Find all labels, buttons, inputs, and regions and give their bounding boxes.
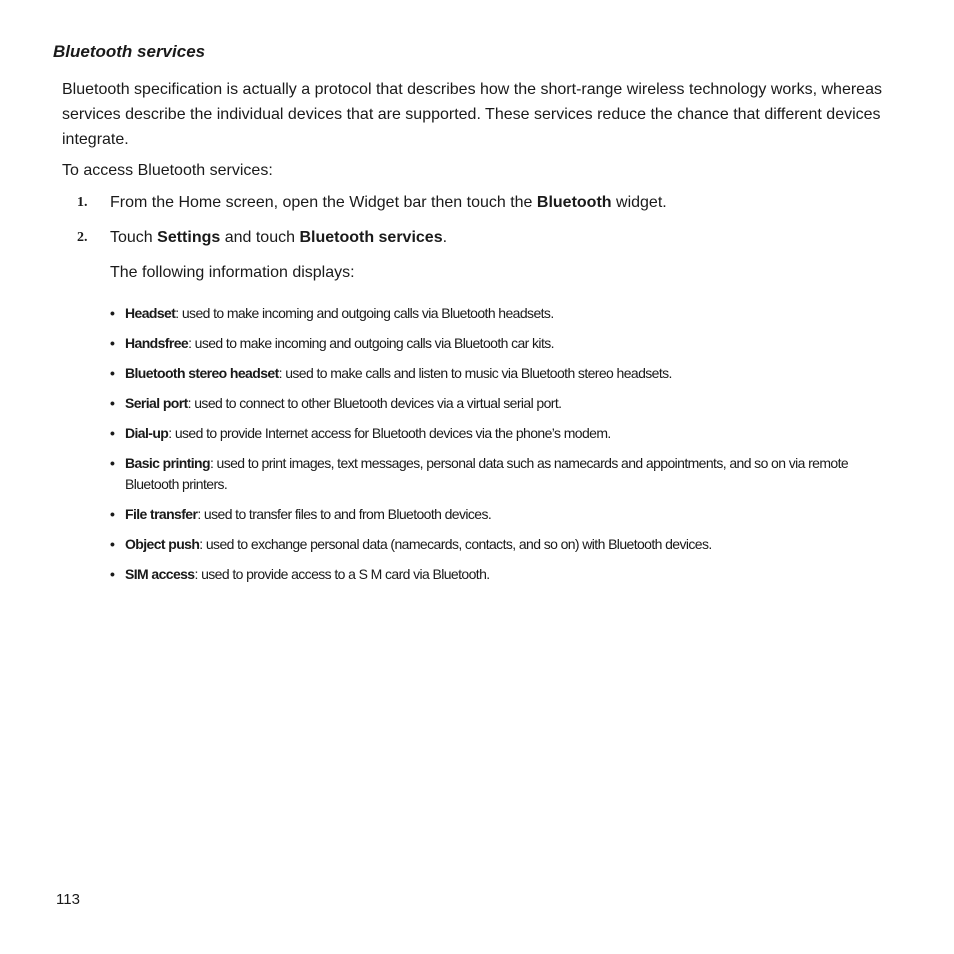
bullet-icon: • [110,455,115,471]
step-number: 1. [77,195,88,210]
service-name: Handsfree [125,335,189,351]
service-desc: : used to print images, text messages, personal data such as namecards and appointments, and so on via remote Bluetooth printers. [125,455,849,492]
bullet-icon: • [110,335,115,351]
service-name: Serial port [125,395,188,411]
list-item [110,393,900,414]
step-text-part: and touch [220,229,300,246]
list-item [110,534,900,555]
bullet-icon: • [110,506,115,522]
service-name: SIM access [125,566,195,582]
services-list [110,303,900,594]
list-item [110,423,900,444]
displays-text: The following information displays: [110,264,355,281]
list-item [110,303,900,324]
service-desc: : used to provide access to a S M card via Bluetooth. [194,566,490,582]
service-name: Basic printing [125,455,210,471]
list-item [110,504,900,525]
service-name: Headset [125,305,176,321]
step-number: 2. [77,230,88,245]
step-text [110,227,447,249]
service-name: File transfer [125,506,198,522]
service-desc: : used to provide Internet access for Bluetooth devices via the phone’s modem. [168,425,611,441]
step-text-part: From the Home screen, open the Widget bar then touch the [110,194,537,211]
service-desc: : used to make incoming and outgoing calls via Bluetooth headsets. [175,305,554,321]
service-desc: : used to exchange personal data (namecards, contacts, and so on) with Bluetooth devices. [199,536,712,552]
section-title: Bluetooth services [53,42,206,61]
service-name: Bluetooth stereo headset [125,365,279,381]
service-desc: : used to make calls and listen to music via Bluetooth stereo headsets. [278,365,672,381]
bullet-icon: • [110,566,115,582]
bullet-icon: • [110,536,115,552]
list-item [110,363,900,384]
bullet-icon: • [110,395,115,411]
page-number: 113 [56,891,80,908]
access-instruction: To access Bluetooth services: [62,162,273,179]
service-name: Object push [125,536,200,552]
bullet-icon: • [110,425,115,441]
step-text-part: Touch [110,229,158,246]
settings-label: Settings [157,229,221,246]
service-desc: : used to transfer files to and from Bluetooth devices. [197,506,492,522]
intro-paragraph: Bluetooth specification is actually a protocol that describes how the short-range wireless technology works, whereas services describe the individual devices that are supported. These services reduce the chance that different devices integrate. [62,81,882,148]
step-text [110,192,667,214]
list-item [110,453,900,495]
service-name: Dial-up [125,425,169,441]
step-text-part: widget. [611,194,667,211]
bullet-icon: • [110,305,115,321]
bluetooth-services-label: Bluetooth services [299,229,443,246]
service-desc: : used to make incoming and outgoing calls via Bluetooth car kits. [188,335,554,351]
list-item [110,333,900,354]
step-text-part: . [442,229,448,246]
bullet-icon: • [110,365,115,381]
service-desc: : used to connect to other Bluetooth devices via a virtual serial port. [187,395,562,411]
bluetooth-widget-label: Bluetooth [536,194,612,211]
list-item [110,564,900,585]
